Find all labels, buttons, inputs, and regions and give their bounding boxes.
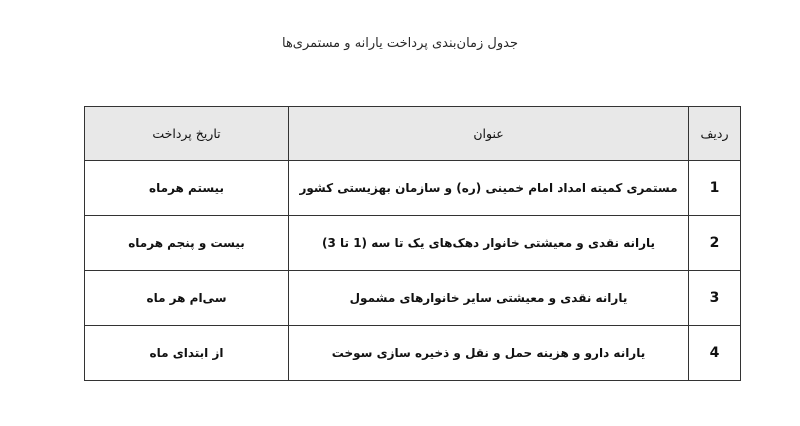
row-number: 3: [689, 271, 741, 326]
row-payment-date: بیست و پنجم هرماه: [85, 216, 289, 271]
table-row: [85, 326, 741, 381]
header-payment-date: تاریخ پرداخت: [85, 107, 289, 161]
table-row: [85, 216, 741, 271]
table-header-row: [85, 107, 741, 161]
row-subject: یارانه نقدی و معیشتی سایر خانوارهای مشمول: [289, 271, 689, 326]
row-payment-date: از ابتدای ماه: [85, 326, 289, 381]
payment-schedule-table: [84, 106, 741, 381]
header-row-number: ردیف: [689, 107, 741, 161]
row-subject: مستمری کمیته امداد امام خمینی (ره) و سازمان بهزیستی کشور: [289, 161, 689, 216]
row-number: 2: [689, 216, 741, 271]
table-row: [85, 161, 741, 216]
row-payment-date: سی‌ام هر ماه: [85, 271, 289, 326]
table-row: [85, 271, 741, 326]
row-payment-date: بیستم هرماه: [85, 161, 289, 216]
page-title: جدول زمان‌بندی پرداخت یارانه و مستمری‌ها: [281, 36, 519, 51]
row-subject: یارانه دارو و هزینه حمل و نقل و ذخیره سازی سوخت: [289, 326, 689, 381]
row-number: 1: [689, 161, 741, 216]
row-subject: یارانه نقدی و معیشتی خانوار دهک‌های یک تا سه (1 تا 3): [289, 216, 689, 271]
header-subject: عنوان: [289, 107, 689, 161]
row-number: 4: [689, 326, 741, 381]
